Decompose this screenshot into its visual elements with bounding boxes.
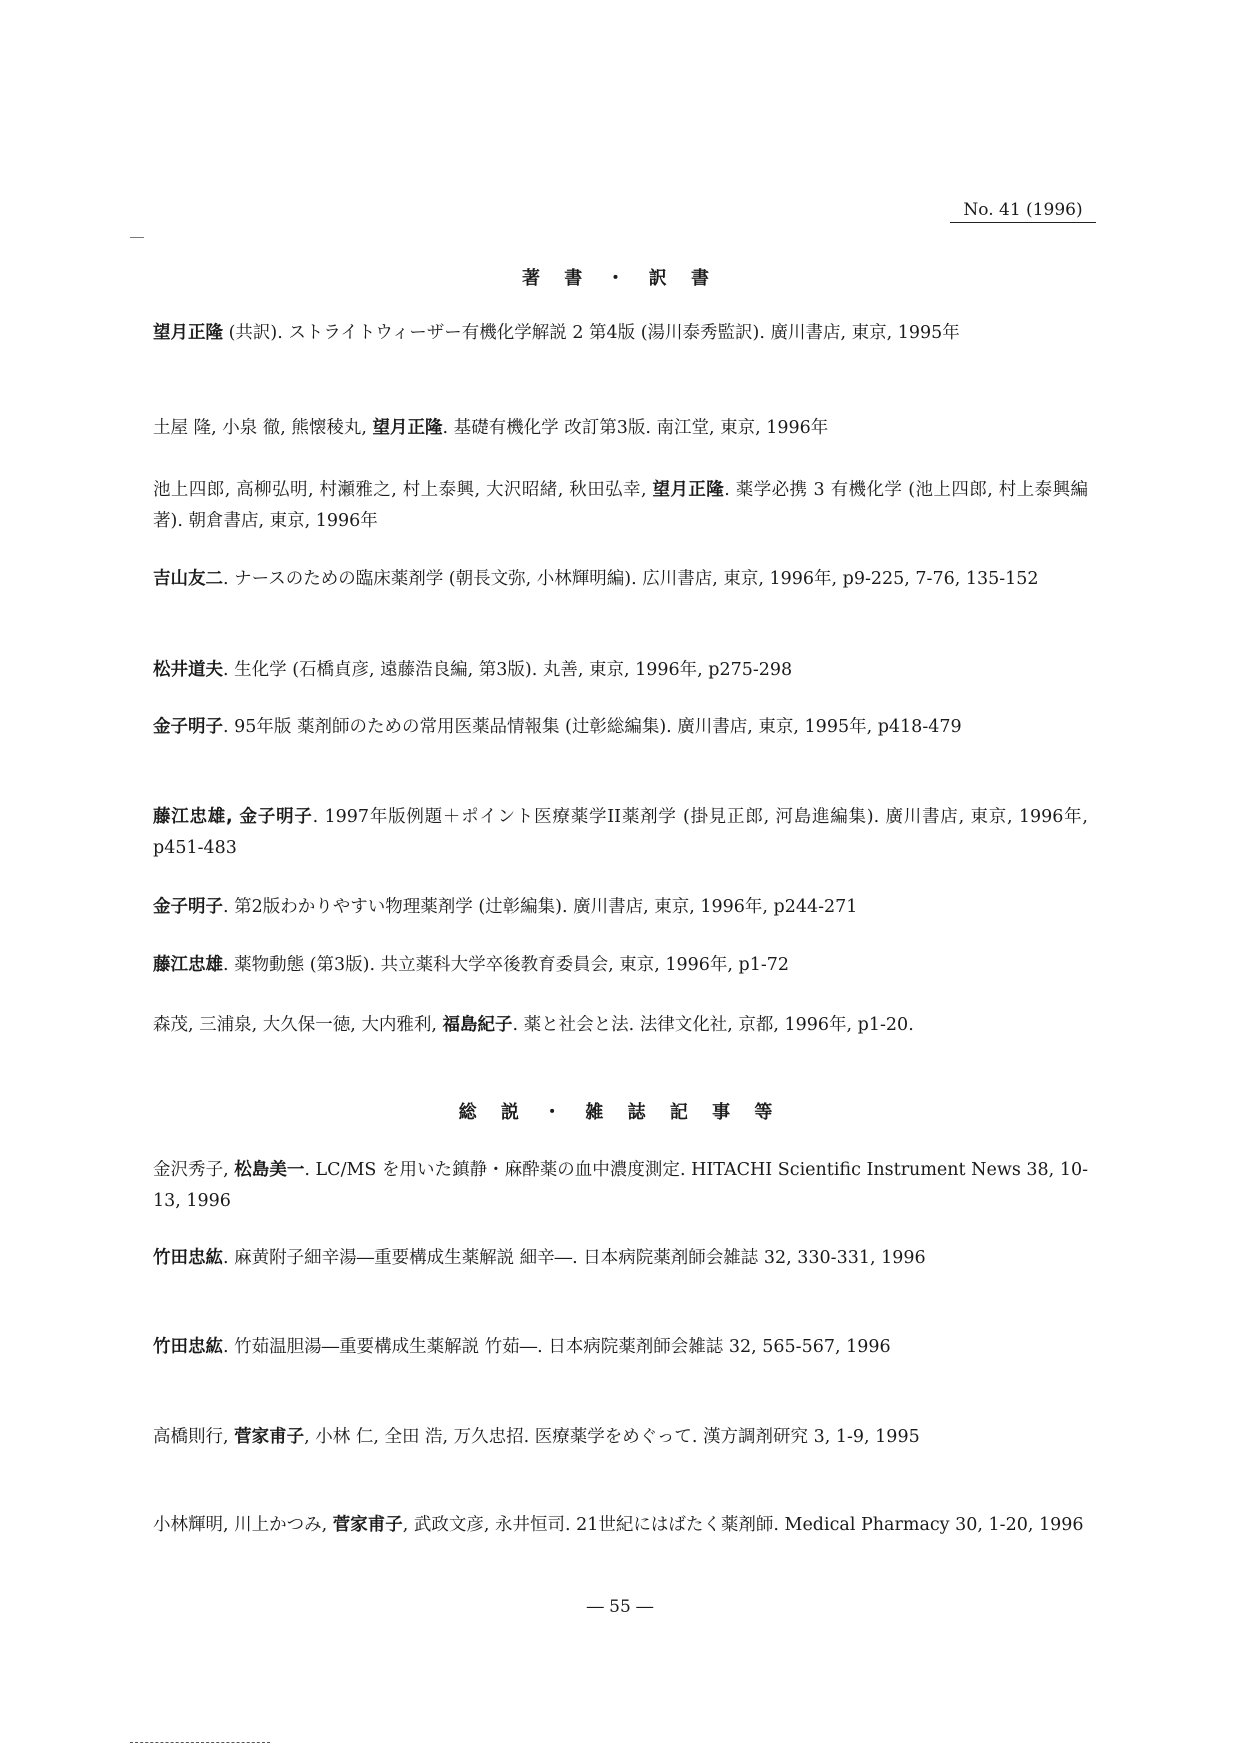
entry-text: . 基礎有機化学 改訂第3版. 南江堂, 東京, 1996年: [442, 418, 829, 438]
entry-text: . 竹茹温胆湯―重要構成生薬解説 竹茹―. 日本病院薬剤師会雑誌 32, 565-567, 1996: [223, 1337, 891, 1357]
entry-text: . 薬と社会と法. 法律文化社, 京都, 1996年, p1-20.: [512, 1015, 914, 1035]
entry-author: 松井道夫: [153, 660, 223, 680]
entry-author: 菅家甫子: [234, 1427, 305, 1447]
entry-review-3: [153, 1332, 1088, 1363]
margin-mark: [130, 237, 144, 238]
page-number: ― 55 ―: [586, 1597, 654, 1617]
entry-text: . 第2版わかりやすい物理薬剤学 (辻彰編集). 廣川書店, 東京, 1996年, p244-271: [223, 897, 858, 917]
entry-book-1: [153, 318, 1088, 349]
entry-text: , 小林 仁, 全田 浩, 万久忠招. 医療薬学をめぐって. 漢方調剤研究 3, 1-9, 1995: [304, 1427, 920, 1447]
entry-book-7: [153, 802, 1088, 864]
entry-review-5: [153, 1510, 1088, 1541]
entry-book-5: [153, 655, 1088, 686]
entry-author: 竹田忠紘: [153, 1248, 223, 1268]
entry-text: . ナースのための臨床薬剤学 (朝長文弥, 小林輝明編). 広川書店, 東京, 1996年, p9-225, 7-76, 135-152: [223, 569, 1039, 589]
entry-prefix: 池上四郎, 高柳弘明, 村瀬雅之, 村上泰興, 大沢昭緒, 秋田弘幸,: [153, 480, 653, 500]
entry-text: . 麻黄附子細辛湯―重要構成生薬解説 細辛―. 日本病院薬剤師会雑誌 32, 330-331, 1996: [223, 1248, 926, 1268]
entry-text: . 薬学必携 3 有機化学 (池上四郎, 村上泰興編著). 朝倉書店, 東京, 1996年: [153, 480, 1088, 531]
entry-book-6: [153, 712, 1088, 743]
entry-book-3: [153, 475, 1088, 537]
entry-text: (共訳). ストライトウィーザー有機化学解説 2 第4版 (湯川泰秀監訳). 廣川書店, 東京, 1995年: [223, 323, 960, 343]
entry-book-8: [153, 892, 1088, 923]
entry-author: 望月正隆: [652, 480, 725, 500]
entry-text: . 95年版 薬剤師のための常用医薬品情報集 (辻彰総編集). 廣川書店, 東京, 1995年, p418-479: [223, 717, 962, 737]
entry-author: 竹田忠紘: [153, 1337, 223, 1357]
entry-prefix: 小林輝明, 川上かつみ,: [153, 1515, 333, 1535]
issue-number: No. 41 (1996): [950, 200, 1096, 223]
entry-review-2: [153, 1243, 1088, 1274]
entry-text: . 薬物動態 (第3版). 共立薬科大学卒後教育委員会, 東京, 1996年, p1-72: [223, 955, 790, 975]
entry-author: 福島紀子: [442, 1015, 513, 1035]
entry-author: 藤江忠雄, 金子明子: [153, 807, 313, 827]
entry-author: 吉山友二: [153, 569, 223, 589]
entry-text: , 武政文彦, 永井恒司. 21世紀にはばたく薬剤師. Medical Pharmacy 30, 1-20, 1996: [402, 1515, 1084, 1535]
entry-book-4: [153, 564, 1088, 595]
entry-author: 藤江忠雄: [153, 955, 223, 975]
entry-text: . LC/MS を用いた鎮静・麻酔薬の血中濃度測定. HITACHI Scientific Instrument News 38, 10-13, 1996: [153, 1160, 1088, 1211]
section-title-reviews: 総 説 ・ 雑 誌 記 事 等: [458, 1102, 782, 1123]
entry-prefix: 森茂, 三浦泉, 大久保一徳, 大内雅利,: [153, 1015, 443, 1035]
entry-prefix: 金沢秀子,: [153, 1160, 235, 1180]
entry-book-9: [153, 950, 1088, 981]
entry-author: 望月正隆: [372, 418, 443, 438]
entry-author: 望月正隆: [153, 323, 223, 343]
entry-review-4: [153, 1422, 1088, 1453]
section-title-books: 著 書 ・ 訳 書: [521, 268, 719, 289]
entry-author: 金子明子: [153, 897, 223, 917]
entry-review-1: [153, 1155, 1088, 1217]
entry-author: 菅家甫子: [332, 1515, 403, 1535]
entry-prefix: 高橋則行,: [153, 1427, 235, 1447]
entry-book-10: [153, 1010, 1088, 1041]
footnote-rule: [130, 1742, 270, 1743]
entry-author: 金子明子: [153, 717, 223, 737]
entry-text: . 生化学 (石橋貞彦, 遠藤浩良編, 第3版). 丸善, 東京, 1996年, p275-298: [223, 660, 793, 680]
entry-text: . 1997年版例題＋ポイント医療薬学II薬剤学 (掛見正郎, 河島進編集). 廣川書店, 東京, 1996年, p451-483: [153, 807, 1088, 858]
entry-book-2: [153, 413, 1088, 444]
entry-author: 松島美一: [234, 1160, 305, 1180]
entry-prefix: 土屋 隆, 小泉 徹, 熊懐稜丸,: [153, 418, 373, 438]
